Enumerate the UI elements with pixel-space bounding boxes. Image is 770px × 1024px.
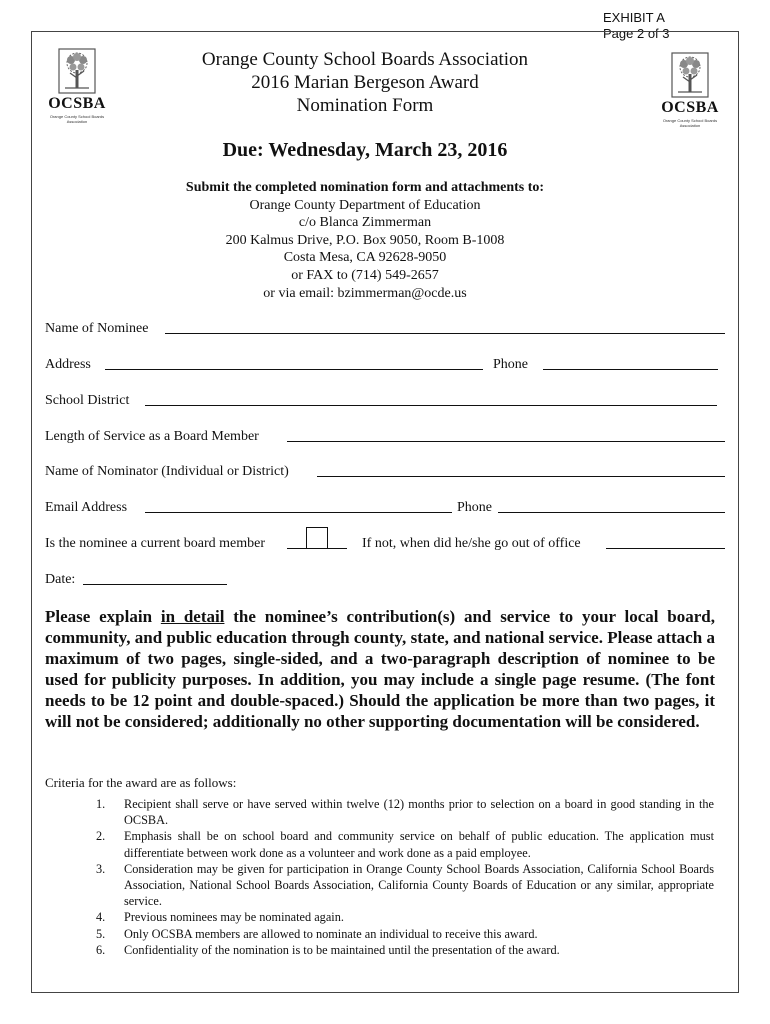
ocsba-logo-right <box>657 52 723 128</box>
criteria-item <box>96 828 714 860</box>
due-date: Due: Wednesday, March 23, 2016 <box>222 139 508 161</box>
address-label: Address <box>45 357 91 372</box>
form-title <box>160 48 570 117</box>
explain-paragraph <box>45 606 715 732</box>
tree-logo-icon <box>670 52 710 98</box>
phone2-label: Phone <box>457 500 492 515</box>
criteria-text: Confidentiality of the nomination is to be maintained until the presentation of the award. <box>124 942 560 957</box>
criteria-text: Recipient shall serve or have served within twelve (12) months prior to selection on a board in good standing in the OCSBA. <box>124 797 714 828</box>
service-length-label: Length of Service as a Board Member <box>45 429 259 444</box>
logo-tagline: Orange County School Boards Association <box>49 114 105 124</box>
service-length-field[interactable] <box>287 441 725 442</box>
logo-brand: OCSBA <box>661 99 719 116</box>
criteria-item <box>96 942 714 958</box>
school-district-label: School District <box>45 393 130 408</box>
criteria-number: 1. <box>96 797 106 811</box>
criteria-number: 3. <box>96 861 106 876</box>
current-member-checkbox[interactable] <box>306 527 328 549</box>
criteria-number: 6. <box>96 942 106 957</box>
criteria-list <box>96 796 714 958</box>
current-member-label: Is the nominee a current board member <box>45 536 266 551</box>
phone-label: Phone <box>493 357 528 372</box>
nominee-name-field[interactable] <box>165 333 725 334</box>
submit-line: c/o Blanca Zimmerman <box>298 215 432 231</box>
criteria-number: 5. <box>96 926 106 941</box>
submit-line: or via email: bzimmerman@ocde.us <box>263 285 467 301</box>
logo-brand: OCSBA <box>48 95 106 112</box>
explain-intro: Please explain <box>45 607 161 626</box>
address-field[interactable] <box>105 369 483 370</box>
school-district-field[interactable] <box>145 405 717 406</box>
exhibit-line: EXHIBIT A <box>603 10 665 25</box>
date-label: Date: <box>45 572 76 587</box>
submit-line: 200 Kalmus Drive, P.O. Box 9050, Room B-1008 <box>225 232 505 248</box>
phone-field[interactable] <box>543 369 718 370</box>
submit-instructions <box>120 179 610 302</box>
criteria-text: Only OCSBA members are allowed to nominate an individual to receive this award. <box>124 926 538 941</box>
title-org: Orange County School Boards Association <box>201 49 529 70</box>
logo-tagline: Orange County School Boards Association <box>662 118 718 128</box>
nominator-field[interactable] <box>317 476 725 477</box>
criteria-item <box>96 926 714 942</box>
submit-heading: Submit the completed nomination form and attachments to: <box>185 180 545 195</box>
out-of-office-field[interactable] <box>606 548 725 549</box>
criteria-text: Consideration may be given for participation in Orange County School Boards Association, California School Boards Association, National School Boards Association, California County Boards of Education or any similar, appropriate service. <box>124 861 714 909</box>
out-of-office-label: If not, when did he/she go out of office <box>362 536 581 551</box>
phone2-field[interactable] <box>498 512 725 513</box>
submit-line: or FAX to (714) 549-2657 <box>291 267 439 283</box>
ocsba-logo-left <box>44 48 110 124</box>
explain-emphasis: in detail <box>160 607 225 626</box>
criteria-item <box>96 861 714 910</box>
criteria-item <box>96 909 714 925</box>
nominee-name-label: Name of Nominee <box>45 321 149 336</box>
page-number: Page 2 of 3 <box>603 26 670 41</box>
tree-logo-icon <box>57 48 97 94</box>
criteria-number: 2. <box>96 829 106 844</box>
criteria-number: 4. <box>96 910 106 925</box>
criteria-heading: Criteria for the award are as follows: <box>45 775 237 790</box>
explain-body: the nominee’s contribution(s) and service to your local board, community, and public education through county, state, and national service. Please attach a maximum of two pages, single-sided, and a two-paragraph description of nominee to be used for publicity purposes. In addition, you may include a single page resume. (The font needs to be 12 point and double-spaced.) Should the application be more than two pages, it will not be considered; additionally no other supporting documentation will be considered. <box>45 607 715 731</box>
submit-line: Orange County Department of Education <box>249 197 481 213</box>
criteria-text: Previous nominees may be nominated again. <box>124 910 344 925</box>
criteria-item <box>96 796 714 828</box>
title-form: Nomination Form <box>296 95 434 116</box>
email-label: Email Address <box>45 500 128 515</box>
submit-line: Costa Mesa, CA 92628-9050 <box>283 250 447 266</box>
criteria-text: Emphasis shall be on school board and community service on behalf of public education. The application must differentiate between work done as a volunteer and work done as a paid employee. <box>124 829 714 860</box>
nominator-label: Name of Nominator (Individual or District) <box>45 464 289 479</box>
date-field[interactable] <box>83 584 227 585</box>
title-award: 2016 Marian Bergeson Award <box>251 72 479 93</box>
email-field[interactable] <box>145 512 452 513</box>
